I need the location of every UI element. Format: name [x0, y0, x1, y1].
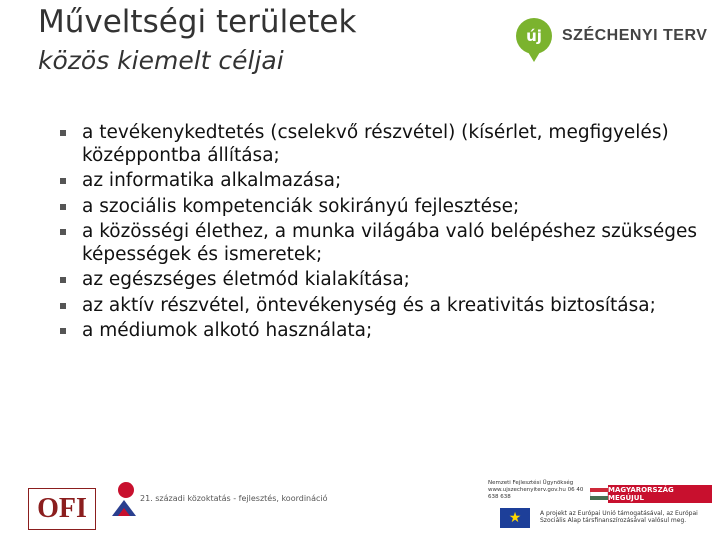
- page-subtitle: közös kiemelt céljai: [38, 46, 284, 75]
- page-title: Műveltségi területek: [38, 4, 357, 40]
- hungarian-flag-icon: [590, 488, 608, 500]
- logo-text: SZÉCHENYI TERV: [562, 27, 708, 44]
- bullet-square-icon: [60, 229, 66, 235]
- list-item: az egészséges életmód kialakítása;: [60, 269, 700, 292]
- list-item: a médiumok alkotó használata;: [60, 320, 700, 343]
- nfu-contact-text: Nemzeti Fejlesztési Ügynökség www.ujszechenyiterv.gov.hu 06 40 638 638: [488, 480, 584, 500]
- bullet-square-icon: [60, 303, 66, 309]
- goals-list: [60, 122, 700, 346]
- list-item: a közösségi élethez, a munka világába való belépéshez szükséges képességek és ismeretek;: [60, 221, 700, 266]
- eu-funding-text: A projekt az Európai Unió támogatásával, az Európai Szociális Alap társfinanszírozásával valósul meg.: [540, 510, 698, 524]
- magyarorszag-megujul-banner: MAGYARORSZÁG MEGÚJUL: [608, 485, 712, 503]
- eu-flag-icon: ★: [500, 508, 530, 528]
- uj-logo-mark: új: [516, 18, 552, 54]
- ofi-logo: OFI: [28, 488, 96, 530]
- szechenyi-terv-logo: [516, 18, 707, 54]
- 21-century-text: 21. századi közoktatás - fejlesztés, koordináció: [140, 494, 328, 503]
- bullet-square-icon: [60, 328, 66, 334]
- bullet-square-icon: [60, 204, 66, 210]
- list-item: az informatika alkalmazása;: [60, 170, 700, 193]
- list-item: a tevékenykedtetés (cselekvő részvétel) (kísérlet, megfigyelés) középpontba állítása;: [60, 122, 700, 167]
- list-item: az aktív részvétel, öntevékenység és a kreativitás biztosítása;: [60, 295, 700, 318]
- bullet-square-icon: [60, 277, 66, 283]
- 21-century-logo-icon: [108, 480, 140, 520]
- footer-logos: [0, 470, 720, 540]
- list-item: a szociális kompetenciák sokirányú fejlesztése;: [60, 196, 700, 219]
- bullet-square-icon: [60, 178, 66, 184]
- bullet-square-icon: [60, 130, 66, 136]
